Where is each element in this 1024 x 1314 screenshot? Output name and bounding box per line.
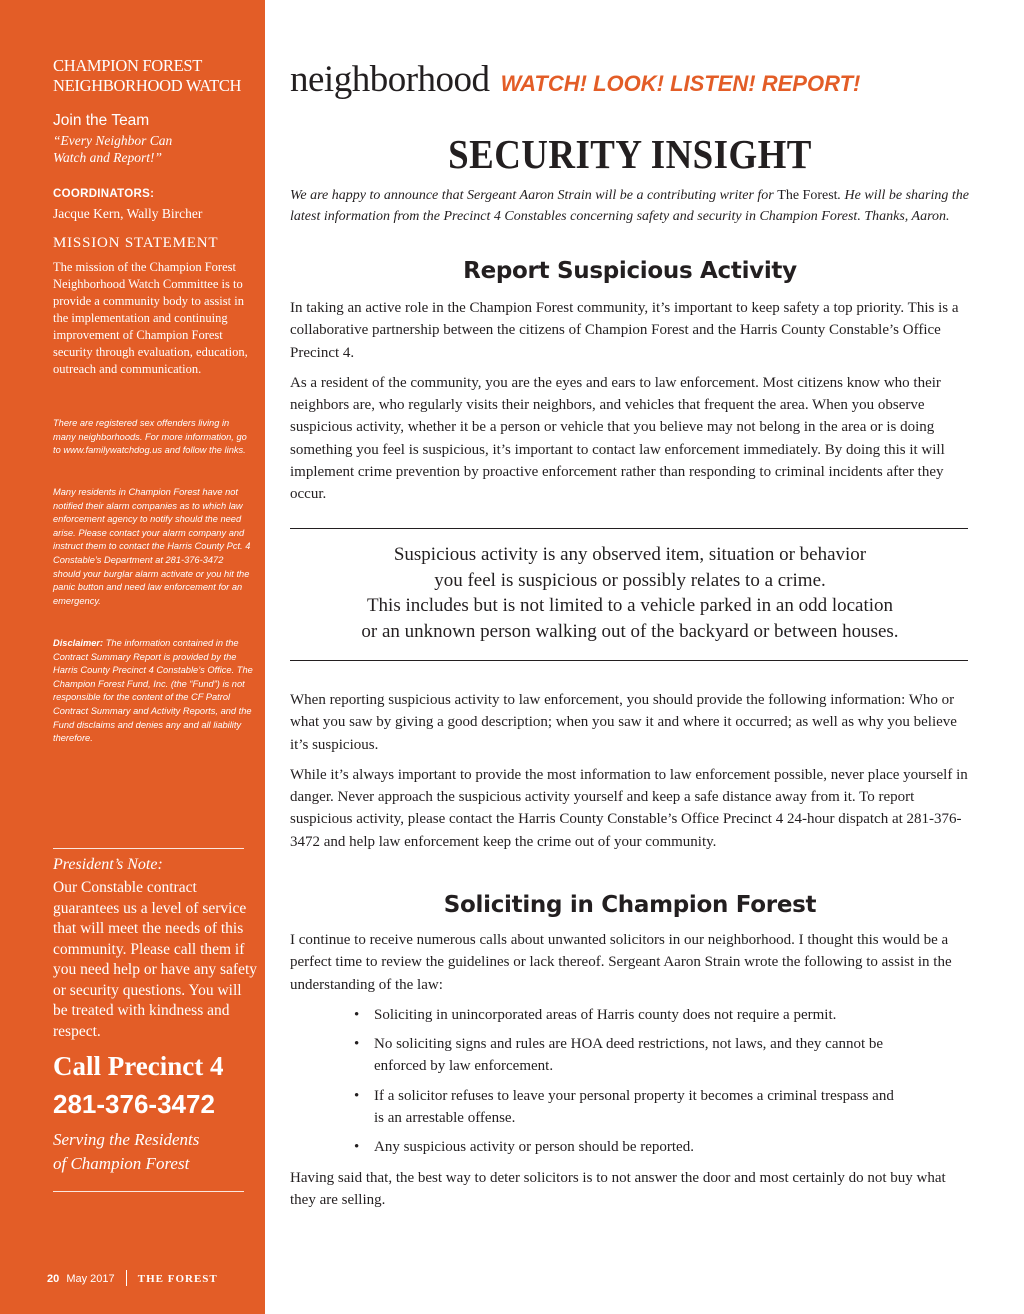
paragraph: When reporting suspicious activity to law enforcement, you should provide the following information: Who or what you saw by giving a good description; when you saw it and where it occurred; as well as why you believe it’s suspicious.	[290, 692, 957, 753]
offenders-note: There are registered sex offenders living in many neighborhoods. For more information, go to www.familywatchdog.us and follow the links.	[53, 418, 247, 456]
list-item: • Soliciting in unincorporated areas of Harris county does not require a permit.	[354, 1004, 899, 1026]
page-footer	[47, 1270, 218, 1286]
reporting-body	[290, 689, 970, 861]
paragraph: Having said that, the best way to deter solicitors is to not answer the door and most certainly do not buy what they are selling.	[290, 1169, 946, 1208]
section-heading-soliciting: Soliciting in Champion Forest	[443, 892, 817, 918]
list-item: • Any suspicious activity or person should be reported.	[354, 1136, 899, 1158]
alarm-note: Many residents in Champion Forest have not notified their alarm companies as to which law enforcement agency to notify should the need arise. Please contact your alarm company and instruct them to contact the Harris County Pct. 4 Constable’s Department at 281-376-3472 should your burglar alarm activate or you hit the panic button and need law enforcement for an emergency.	[53, 487, 251, 606]
call-precinct-phone: 281-376-3472	[53, 1089, 215, 1119]
issue-date: May 2017	[66, 1273, 115, 1285]
pull-quote: Suspicious activity is any observed item, situation or behavior you feel is suspicious or possibly relates to a crime. This includes but is not limited to a vehicle parked in an odd location or an unknown person walking out of the backyard or between houses.	[361, 544, 899, 642]
org-name: CHAMPION FOREST NEIGHBORHOOD WATCH	[53, 56, 242, 95]
magazine-name: THE FOREST	[137, 1273, 218, 1285]
footer-divider	[126, 1270, 127, 1286]
publication-name: The Forest	[777, 188, 838, 203]
section-heading-report: Report Suspicious Activity	[463, 258, 797, 284]
masthead-tagline: WATCH! LOOK! LISTEN! REPORT!	[500, 71, 861, 96]
masthead-word: neighborhood	[290, 59, 490, 100]
page-title: SECURITY INSIGHT	[448, 131, 812, 177]
sidebar	[0, 0, 265, 1314]
soliciting-body	[290, 929, 970, 1219]
paragraph: While it’s always important to provide the most information to law enforcement possible, never place yourself in danger. Never approach the suspicious activity yourself and keep a safe distance away from it. To report suspicious activity, please contact the Harris County Constable’s Office Precinct 4 24-hour dispatch at 281-376-3472 and help law enforcement keep the crime out of your community.	[290, 766, 968, 850]
sidebar-divider	[53, 1191, 244, 1192]
coordinators-names: Jacque Kern, Wally Bircher	[53, 206, 203, 221]
serving-residents: Serving the Residents of Champion Forest	[53, 1130, 200, 1173]
intro-text: We are happy to announce that Sergeant Aaron Strain will be a contributing writer for The Forest. He will be sharing the latest information from the Precinct 4 Constables concerning safety and security in Champion Forest. Thanks, Aaron.	[290, 188, 969, 224]
report-body	[290, 297, 970, 514]
president-note-heading: President’s Note:	[53, 856, 163, 873]
page-number: 20	[47, 1273, 60, 1285]
paragraph: As a resident of the community, you are the eyes and ears to law enforcement. Most citizens know who their neighbors are, who regularly visits their neighbors, and vehicles that frequent the area. When you observe suspicious activity, whether it be a person or vehicle that you believe may not belong in the area or is doing something you feel is suspicious, it’s important to contact law enforcement immediately. By doing this it will implement crime prevention by proactive enforcement rather than responding to criminal incidents after they occur.	[290, 374, 945, 503]
join-team: Join the Team	[53, 112, 150, 129]
mission-text: The mission of the Champion Forest Neighborhood Watch Committee is to provide a community body to assist in the implementation and continuing improvement of Champion Forest security through evaluation, education, outreach and communication.	[53, 260, 248, 376]
paragraph: In taking an active role in the Champion Forest community, it’s important to keep safety a top priority. This is a collaborative partnership between the citizens of Champion Forest and the Harris County Constable’s Office Precinct 4.	[290, 300, 959, 361]
call-precinct-label: Call Precinct 4	[53, 1051, 224, 1081]
mission-heading: MISSION STATEMENT	[53, 235, 219, 251]
coordinators-heading: COORDINATORS:	[53, 188, 155, 200]
disclaimer	[53, 637, 253, 746]
disclaimer-label: Disclaimer:	[53, 638, 104, 648]
callout-rule-top	[290, 528, 968, 529]
disclaimer-text: The information contained in the Contract Summary Report is provided by the Harris County Precinct 4 Constable’s Office. The Champion Forest Fund, Inc. (the “Fund”) is not responsible for the content of the CF Patrol Contract Summary and Activity Reports, and the Fund disclaims and denies any and all liability therefore.	[53, 638, 253, 744]
masthead	[290, 58, 970, 101]
list-item: • If a solicitor refuses to leave your personal property it becomes a criminal trespass and is an arrestable offense.	[354, 1085, 899, 1130]
soliciting-rules-list	[290, 1004, 970, 1159]
president-note-text: Our Constable contract guarantees us a level of service that will meet the needs of this community. Please call them if you need help or have any safety or security questions. You will be treated with kindness and respect.	[53, 879, 258, 1040]
list-item: • No soliciting signs and rules are HOA deed restrictions, not laws, and they cannot be enforced by law enforcement.	[354, 1033, 899, 1078]
sidebar-divider	[53, 848, 244, 849]
callout-rule-bottom	[290, 660, 968, 661]
paragraph: I continue to receive numerous calls about unwanted solicitors in our neighborhood. I thought this would be a perfect time to review the guidelines or lack thereof. Sergeant Aaron Strain wrote the following to assist in the understanding of the law:	[290, 932, 952, 993]
motto: “Every Neighbor Can Watch and Report!”	[53, 133, 173, 165]
